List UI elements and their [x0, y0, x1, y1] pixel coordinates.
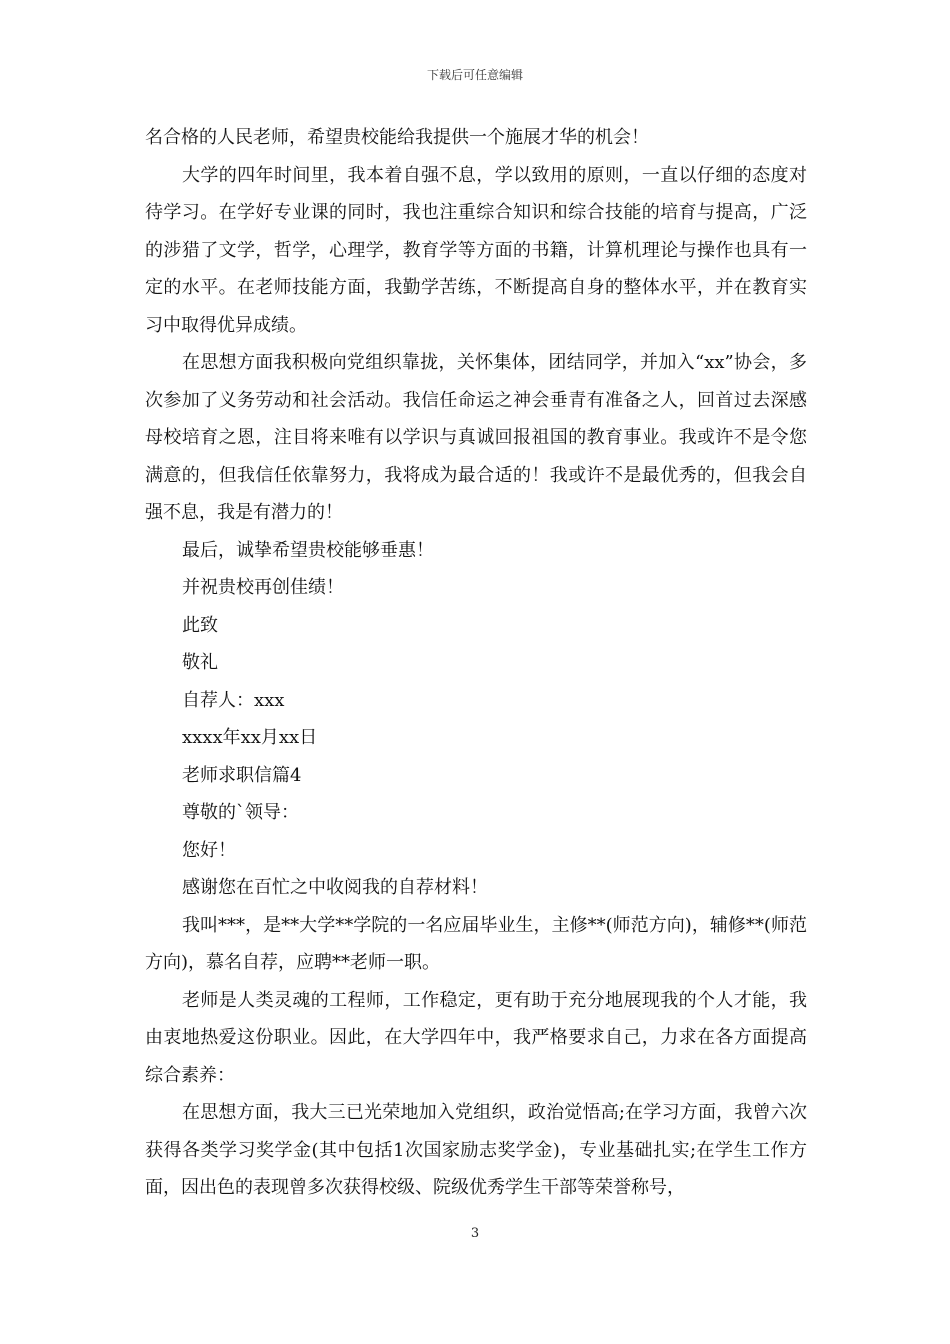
paragraph: 我叫***，是**大学**学院的一名应届毕业生，主修**(师范方向)，辅修**(师范方向)，慕名自荐，应聘**老师一职。	[145, 914, 807, 973]
paragraph: 在思想方面我积极向党组织靠拢，关怀集体，团结同学，并加入“xx”协会，多次参加了义务劳动和社会活动。我信任命运之神会垂青有准备之人，回首过去深感母校培育之恩，注目将来唯有以学识与真诚回报祖国的教育事业。我或许不是令您满意的，但我信任依靠努力，我将成为最合适的！我或许不是最优秀的，但我会自强不息，我是有潜力的！	[145, 352, 807, 523]
document-body	[145, 119, 807, 1207]
page-header: 下载后可任意编辑	[426, 68, 523, 82]
paragraph: 您好！	[182, 839, 236, 861]
page-number: 3	[470, 1226, 480, 1241]
section-title: 老师求职信篇4	[182, 764, 302, 786]
paragraph: 感谢您在百忙之中收阅我的自荐材料！	[182, 877, 488, 898]
paragraph: 大学的四年时间里，我本着自强不息，学以致用的原则，一直以仔细的态度对待学习。在学好专业课的同时，我也注重综合知识和综合技能的培育与提高，广泛的涉猎了文学，哲学，心理学，教育学等方面的书籍，计算机理论与操作也具有一定的水平。在老师技能方面，我勤学苦练，不断提高自身的整体水平，并在教育实习中取得优异成绩。	[145, 164, 807, 336]
paragraph: 最后，诚挚希望贵校能够垂惠！	[182, 539, 434, 561]
paragraph: 此致	[182, 614, 218, 636]
paragraph: 老师是人类灵魂的工程师，工作稳定，更有助于充分地展现我的个人才能，我由衷地热爱这份职业。因此，在大学四年中，我严格要求自己，力求在各方面提高综合素养：	[145, 989, 807, 1086]
paragraph: 敬礼	[182, 652, 218, 673]
paragraph: 自荐人：xxx	[182, 689, 285, 711]
paragraph: 并祝贵校再创佳绩！	[182, 577, 344, 598]
paragraph: 在思想方面，我大三已光荣地加入党组织，政治觉悟高;在学习方面，我曾六次获得各类学习奖学金(其中包括1次国家励志奖学金)，专业基础扎实;在学生工作方面，因出色的表现曾多次获得校级、院级优秀学生干部等荣誉称号，	[145, 1102, 807, 1198]
paragraph: xxxx年xx月xx日	[182, 727, 318, 748]
paragraph: 名合格的人民老师，希望贵校能给我提供一个施展才华的机会！	[145, 127, 649, 148]
paragraph: 尊敬的`领导：	[182, 802, 299, 823]
